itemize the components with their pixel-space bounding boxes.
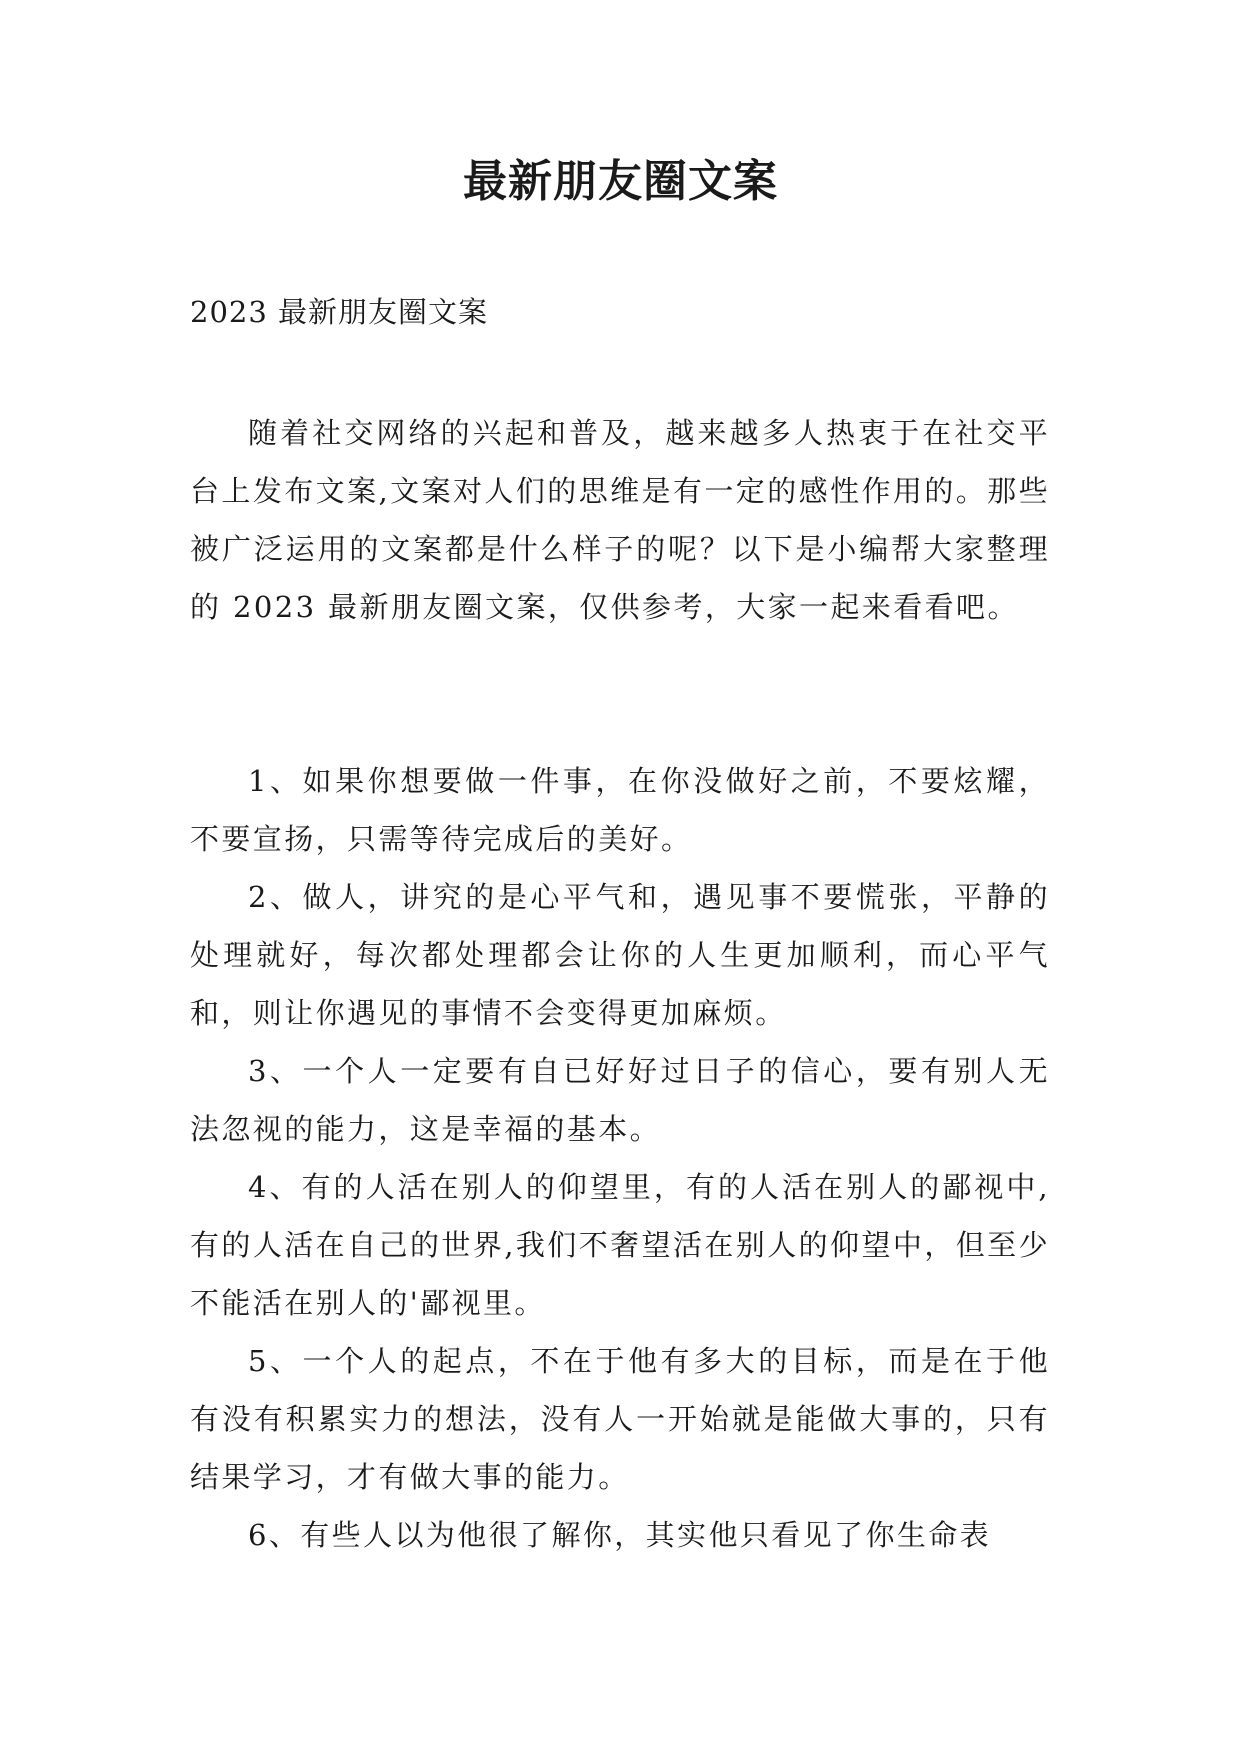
list-item: 2、做人，讲究的是心平气和，遇见事不要慌张，平静的处理就好，每次都处理都会让你的人生更加顺利，而心平气和，则让你遇见的事情不会变得更加麻烦。 [190,880,1050,1030]
list-item: 4、有的人活在别人的仰望里，有的人活在别人的鄙视中,有的人活在自己的世界,我们不奢望活在别人的仰望中，但至少不能活在别人的'鄙视里。 [190,1170,1050,1320]
copy-list [190,752,1050,1564]
document-subtitle: 2023 最新朋友圈文案 [190,295,489,329]
intro-paragraph: 随着社交网络的兴起和普及，越来越多人热衷于在社交平台上发布文案,文案对人们的思维是有一定的感性作用的。那些被广泛运用的文案都是什么样子的呢？以下是小编帮大家整理的 2023 最新朋友圈文案，仅供参考，大家一起来看看吧。 [190,416,1050,624]
list-item: 1、如果你想要做一件事，在你没做好之前，不要炫耀，不要宣扬，只需等待完成后的美好。 [190,764,1050,856]
page-title: 最新朋友圈文案 [463,156,778,207]
list-item: 6、有些人以为他很了解你，其实他只看见了你生命表 [248,1518,992,1552]
list-item: 3、一个人一定要有自已好好过日子的信心，要有别人无法忽视的能力，这是幸福的基本。 [190,1054,1050,1146]
intro-section [190,404,1050,636]
list-item: 5、一个人的起点，不在于他有多大的目标，而是在于他有没有积累实力的想法，没有人一开始就是能做大事的，只有结果学习，才有做大事的能力。 [190,1344,1050,1494]
